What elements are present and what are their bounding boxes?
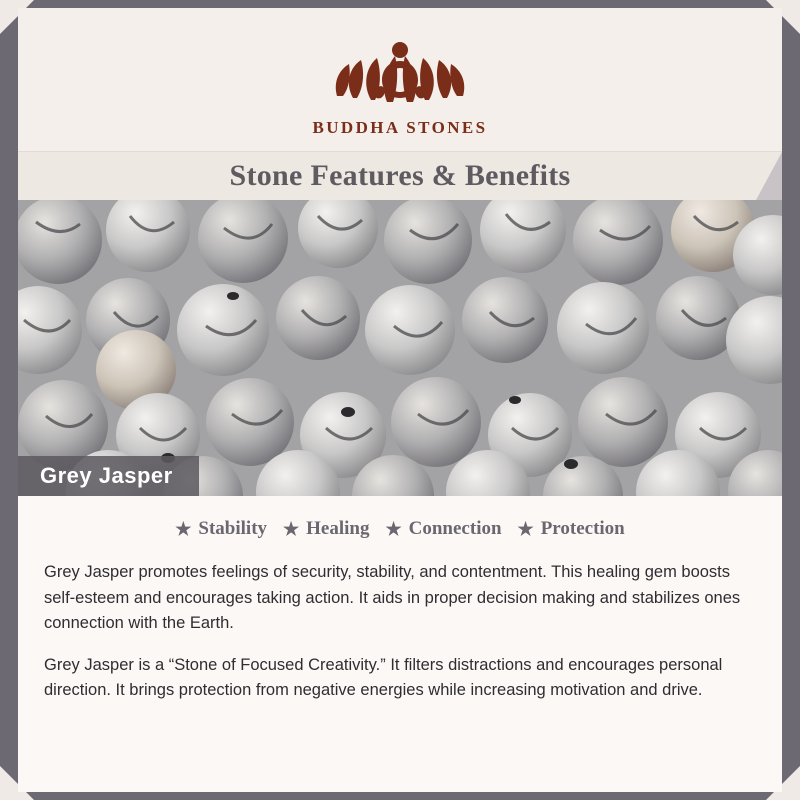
- star-icon: ★: [283, 519, 300, 539]
- keyword-item-protection: [518, 518, 625, 540]
- keyword-label: Protection: [540, 518, 625, 539]
- star-icon: ★: [517, 519, 534, 539]
- brand-name: BUDDHA STONES: [312, 118, 488, 137]
- description-paragraph-2: Grey Jasper is a “Stone of Focused Creativity.” It filters distractions and encourages personal direction. It brings protection from negative energies while increasing motivation and drive.: [44, 655, 723, 700]
- keyword-label: Stability: [198, 518, 268, 539]
- stone-photo: [18, 200, 782, 496]
- keyword-label: Healing: [306, 518, 370, 539]
- title-banner: [18, 151, 782, 200]
- content-card: [18, 8, 782, 792]
- page-title: Stone Features & Benefits: [229, 159, 571, 192]
- star-icon: ★: [385, 519, 402, 539]
- stone-name-label: Grey Jasper: [18, 456, 199, 496]
- lotus-meditation-icon: [325, 30, 475, 114]
- keyword-list: [44, 518, 756, 540]
- keyword-item-healing: [283, 518, 369, 540]
- benefits-body: [18, 496, 782, 792]
- brand-header: [18, 8, 782, 151]
- keyword-item-connection: [386, 518, 502, 540]
- description-paragraph-1: Grey Jasper promotes feelings of security, stability, and contentment. This healing gem boosts self-esteem and encourages taking action. It aids in proper decision making and stabilizes ones connection with the Earth.: [44, 563, 741, 633]
- keyword-item-stability: [175, 518, 267, 540]
- keyword-label: Connection: [408, 518, 502, 539]
- star-icon: ★: [175, 519, 192, 539]
